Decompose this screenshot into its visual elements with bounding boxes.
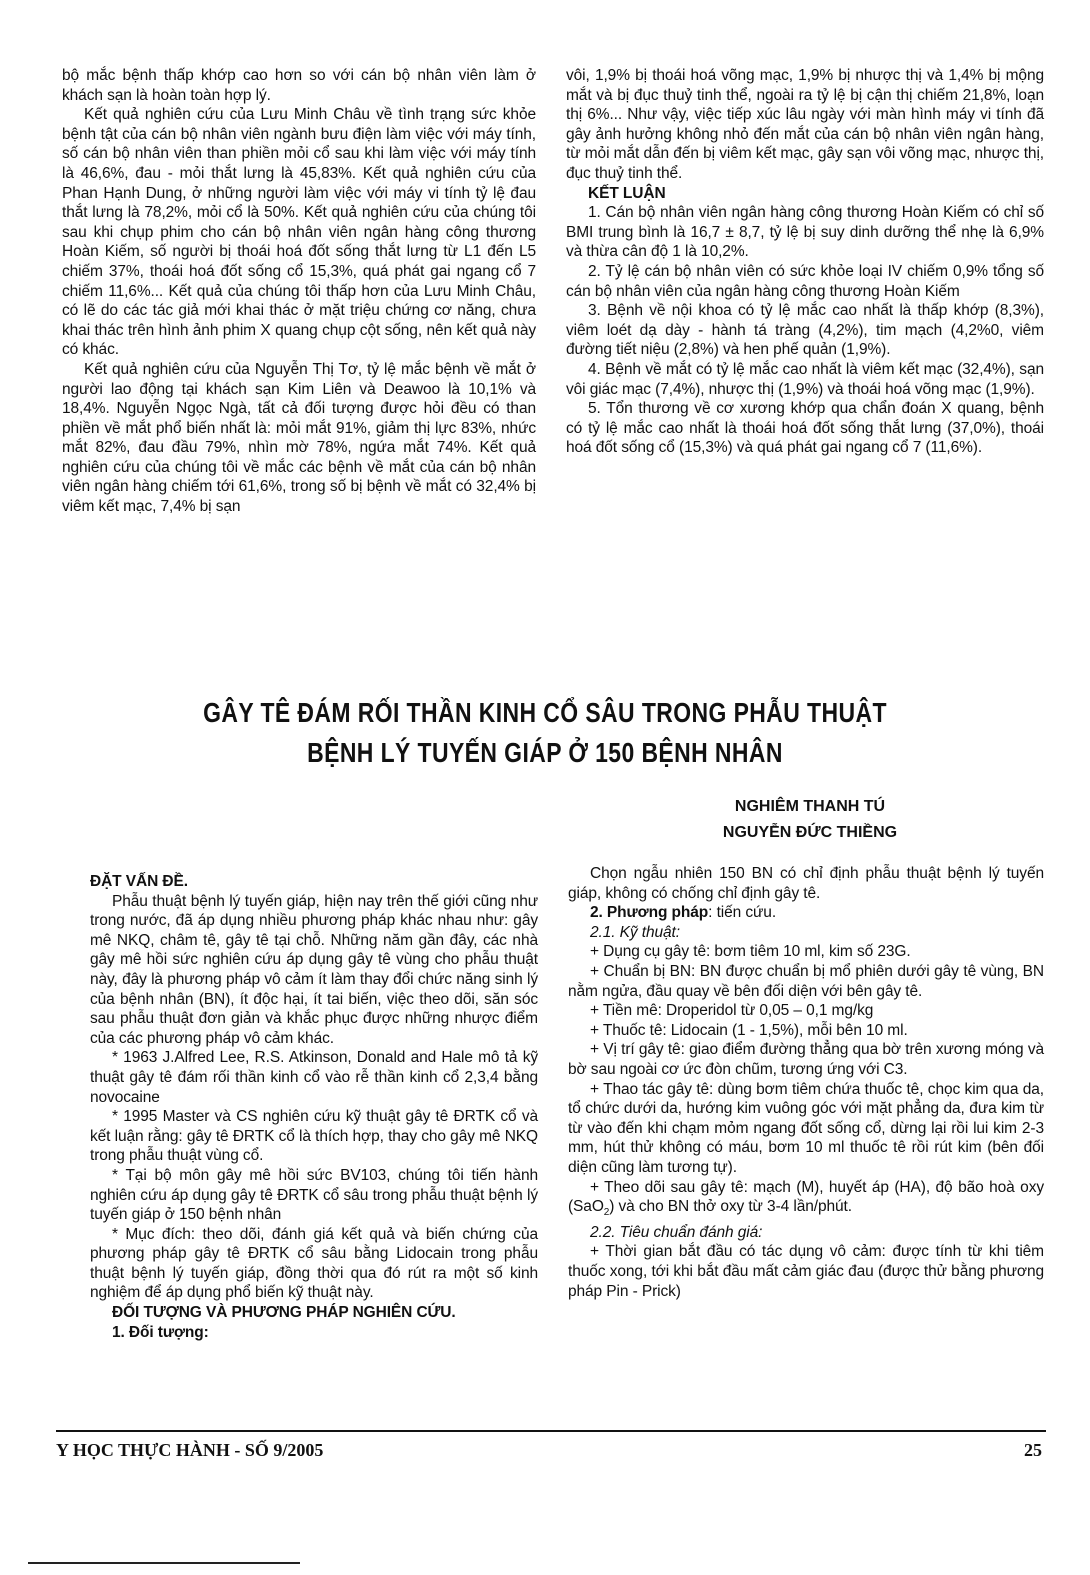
conclusion-item: 4. Bệnh về mắt có tỷ lệ mắc cao nhất là viêm kết mạc (32,4%), sạn vôi giác mạc (7,4%), nhược thị (1,9%) và thoái hoá võng mạc (1,9%). [566, 360, 1044, 398]
method-text: : tiến cứu. [708, 904, 777, 922]
evaluation-item: + Thời gian bắt đầu có tác dụng vô cảm: được tính từ khi tiêm thuốc xong, tới khi bắt đầu mất cảm giác đau (được thử bằng phương pháp Pin - Prick) [568, 1243, 1044, 1300]
conclusion-item: 2. Tỷ lệ cán bộ nhân viên có sức khỏe loại IV chiếm 0,9% tổng số cán bộ nhân viên của ngân hàng công thương Hoàn Kiếm [566, 262, 1044, 300]
monitoring-item [568, 1178, 1044, 1223]
monitoring-text: ) và cho BN thở oxy từ 3-4 lần/phút. [609, 1198, 852, 1216]
article-title-line: GÂY TÊ ĐÁM RỐI THẦN KINH CỔ SÂU TRONG PHẪU THUẬT [203, 697, 887, 728]
article-authors [660, 794, 960, 846]
bottom-left-column [90, 872, 538, 1342]
paragraph: Kết quả nghiên cứu của Nguyễn Thị Tơ, tỷ lệ mắc bệnh về mắt ở người lao động tại khách sạn Kim Liên và Deawoo là 10,1% và 18,4%. Nguyễn Ngọc Ngà, tất cả đối tượng được hỏi đều có than phiền về mắt phổ biến nhất là: mỏi mắt 91%, giảm thị lực 83%, nhức mắt 82%, đau đầu 79%, nhìn mờ 78%, ngứa mắt 74%. Kết quả nghiên cứu của chúng tôi về mắc các bệnh về mắt của cán bộ nhân viên ngân hàng chiếm tới 61,6%, trong số bị bệnh về mắt có 32,4% bị viêm kết mạc, 7,4% bị sạn [62, 360, 536, 516]
method-label: 2. Phương pháp [590, 904, 709, 922]
technique-item: + Dụng cụ gây tê: bơm tiêm 10 ml, kim số 23G. [590, 943, 911, 961]
paragraph: vôi, 1,9% bị thoái hoá võng mạc, 1,9% bị nhược thị và 1,4% bị mộng mắt và bị đục thuỷ tinh thể, ngoài ra tỷ lệ bị cận thị chiếm 21,8%, loạn thị 6%... Như vậy, việc tiếp xúc lâu ngày với màn hình máy vi tính đã gây ảnh hưởng không nhỏ đến mắt của cán bộ nhân viên ngân hàng, từ mỏi mắt dẫn đến bị viêm kết mạc, gây sạn vôi võng mạc, nhược thị, đục thuỷ tinh thể. [566, 67, 1044, 182]
technique-item: + Tiền mê: Droperidol từ 0,05 – 0,1 mg/kg [590, 1002, 874, 1020]
conclusion-item: 1. Cán bộ nhân viên ngân hàng công thương Hoàn Kiếm có chỉ số BMI trung bình là 16,7 ± 8,7, tỷ lệ bị suy dinh dưỡng thể nhẹ là 6,9% và thừa cân độ 1 là 10,2%. [566, 204, 1044, 261]
paragraph: * Tại bộ môn gây mê hồi sức BV103, chúng tôi tiến hành nghiên cứu áp dụng gây tê ĐRTK cổ sâu trong phẫu thuật bệnh lý tuyến giáp ở 150 bệnh nhân [90, 1166, 538, 1224]
article-title [197, 693, 894, 773]
method-line [568, 903, 1044, 923]
technique-item: + Vị trí gây tê: giao điểm đường thẳng qua bờ trên xương móng và bờ sau ngoài cơ ức đòn chũm, tương ứng với C3. [568, 1041, 1044, 1078]
technique-item: + Thuốc tê: Lidocain (1 - 1,5%), mỗi bên 10 ml. [590, 1021, 908, 1039]
subscript: 2 [603, 1207, 610, 1219]
paragraph: Chọn ngẫu nhiên 150 BN có chỉ định phẫu thuật bệnh lý tuyến giáp, không có chống chỉ định gây tê. [568, 865, 1044, 902]
top-right-column [566, 66, 1044, 458]
paragraph: Kết quả nghiên cứu của Lưu Minh Châu về tình trạng sức khỏe bệnh tật của cán bộ nhân viên ngành bưu điện làm việc với máy tính, số cán bộ nhân viên than phiền mỏi cổ sau khi làm việc với máy tính là 46,6%, đau - mỏi thắt lưng là 45,83%. Kết quả nghiên cứu của Phan Hạnh Dung, ở những người làm việc với máy vi tính tỷ lệ đau thắt lưng là 78,2%, mỏi cổ là 50%. Kết quả nghiên cứu của chúng tôi sau khi chụp phim cho cán bộ nhân viên ngân hàng công thương Hoàn Kiếm, số người bị thoái hoá đốt sống thắt lưng từ L1 đến L5 chiếm 37%, thoái hoá đốt sống cổ 15,3%, quá phát gai ngang cổ 7 chiếm 11,6%... Kết quả của chúng tôi thấp hơn của Lưu Minh Châu, có lẽ do các tác giả mới khai thác ở mặt triệu chứng cơ năng, chưa khai thác trên hình ảnh phim X quang chụp cột sống, nên kết quả này có khác. [62, 106, 536, 359]
paragraph: bộ mắc bệnh thấp khớp cao hơn so với cán bộ nhân viên làm ở khách sạn là hoàn toàn hợp lý. [62, 67, 536, 104]
technique-item: + Chuẩn bị BN: BN được chuẩn bị mổ phiên dưới gây tê vùng, BN nằm ngửa, đầu quay về bên đối diện với bên gây tê. [568, 962, 1044, 1000]
paragraph: * 1963 J.Alfred Lee, R.S. Atkinson, Donald and Hale mô tả kỹ thuật gây tê đám rối thần kinh cổ vào rễ thần kinh cổ 2,3,4 bằng novocaine [90, 1049, 538, 1106]
page-number: 25 [1024, 1440, 1042, 1460]
bottom-right-column [568, 864, 1044, 1301]
section-heading-methods: ĐỐI TƯỢNG VÀ PHƯƠNG PHÁP NGHIÊN CỨU. [112, 1304, 456, 1322]
section-heading-introduction: ĐẶT VẤN ĐỀ. [90, 873, 188, 890]
journal-name: Y HỌC THỰC HÀNH - SỐ 9/2005 [56, 1440, 324, 1460]
top-left-column [62, 66, 536, 517]
subsection-heading: 1. Đối tượng: [112, 1323, 209, 1341]
conclusion-item: 3. Bệnh về nội khoa có tỷ lệ mắc cao nhất là thấp khớp (8,3%), viêm loét dạ dày - hành tá tràng (4,2%), tim mạch (4,2%0, viêm đường tiết niệu (2,8%) và hen phế quản (1,9%). [566, 302, 1044, 359]
bottom-rule [28, 1562, 300, 1564]
technique-item: + Thao tác gây tê: dùng bơm tiêm chứa thuốc tê, chọc kim qua da, tổ chức dưới da, hướng kim vuông góc với mặt phẳng da, đưa kim từ từ vào đến khi chạm mỏm ngang đốt sống cổ, dừng lại rồi lui kim 2-3 mm, hút thử không có máu, bơm 10 ml thuốc tê rồi rút kim (bên đối diện cũng làm tương tự). [568, 1080, 1044, 1176]
footer-rule [56, 1430, 1046, 1432]
subsection-heading: 2.2. Tiêu chuẩn đánh giá: [590, 1223, 763, 1241]
paragraph: * Mục đích: theo dõi, đánh giá kết quả và biến chứng của phương pháp gây tê ĐRTK cổ sâu bằng Lidocain trong phẫu thuật bệnh lý tuyến giáp, đồng thời qua đó rút ra một số kinh nghiệm để áp dụng phổ biến kỹ thuật này. [90, 1225, 538, 1302]
section-heading-conclusion: KẾT LUẬN [588, 184, 666, 202]
conclusion-item: 5. Tổn thương về cơ xương khớp qua chẩn đoán X quang, bệnh có tỷ lệ mắc cao nhất là thoái hoá đốt sống thắt lưng (37,0%), thoái hoá đốt sống cổ (15,3%) và quá phát gai ngang cổ 7 (11,6%). [566, 400, 1044, 457]
article-title-line: BỆNH LÝ TUYẾN GIÁP Ở 150 BỆNH NHÂN [307, 737, 783, 768]
author-name: NGHIÊM THANH TÚ [734, 798, 886, 815]
monitoring-text: + Theo dõi sau gây tê: mạch (M), huyết áp (HA), độ bão hoà oxy (SaO [568, 1178, 1044, 1216]
subsection-heading: 2.1. Kỹ thuật: [590, 923, 680, 941]
author-name: NGUYỄN ĐỨC THIỀNG [722, 824, 898, 841]
paragraph: Phẫu thuật bệnh lý tuyến giáp, hiện nay trên thế giới cũng như trong nước, đã áp dụng nhiều phương pháp khác nhau như: gây mê NKQ, châm tê, gây tê tại chỗ. Những năm gần đây, các nhà gây mê hồi sức nghiên cứu áp dụng gây tê vùng cho phẫu thuật này, đây là phương pháp vô cảm ít làm thay đổi chức năng sinh lý của bệnh nhân (BN), ít độc hại, ít tai biến, việc theo dõi, săn sóc sau phẫu thuật đơn giản và khắc phục được những nhược điểm của các phương pháp vô cảm khác. [90, 892, 538, 1047]
paragraph: * 1995 Master và CS nghiên cứu kỹ thuật gây tê ĐRTK cổ và kết luận rằng: gây tê ĐRTK cổ là thích hợp, thay cho gây mê NKQ trong phẫu thuật vùng cổ. [90, 1108, 538, 1165]
